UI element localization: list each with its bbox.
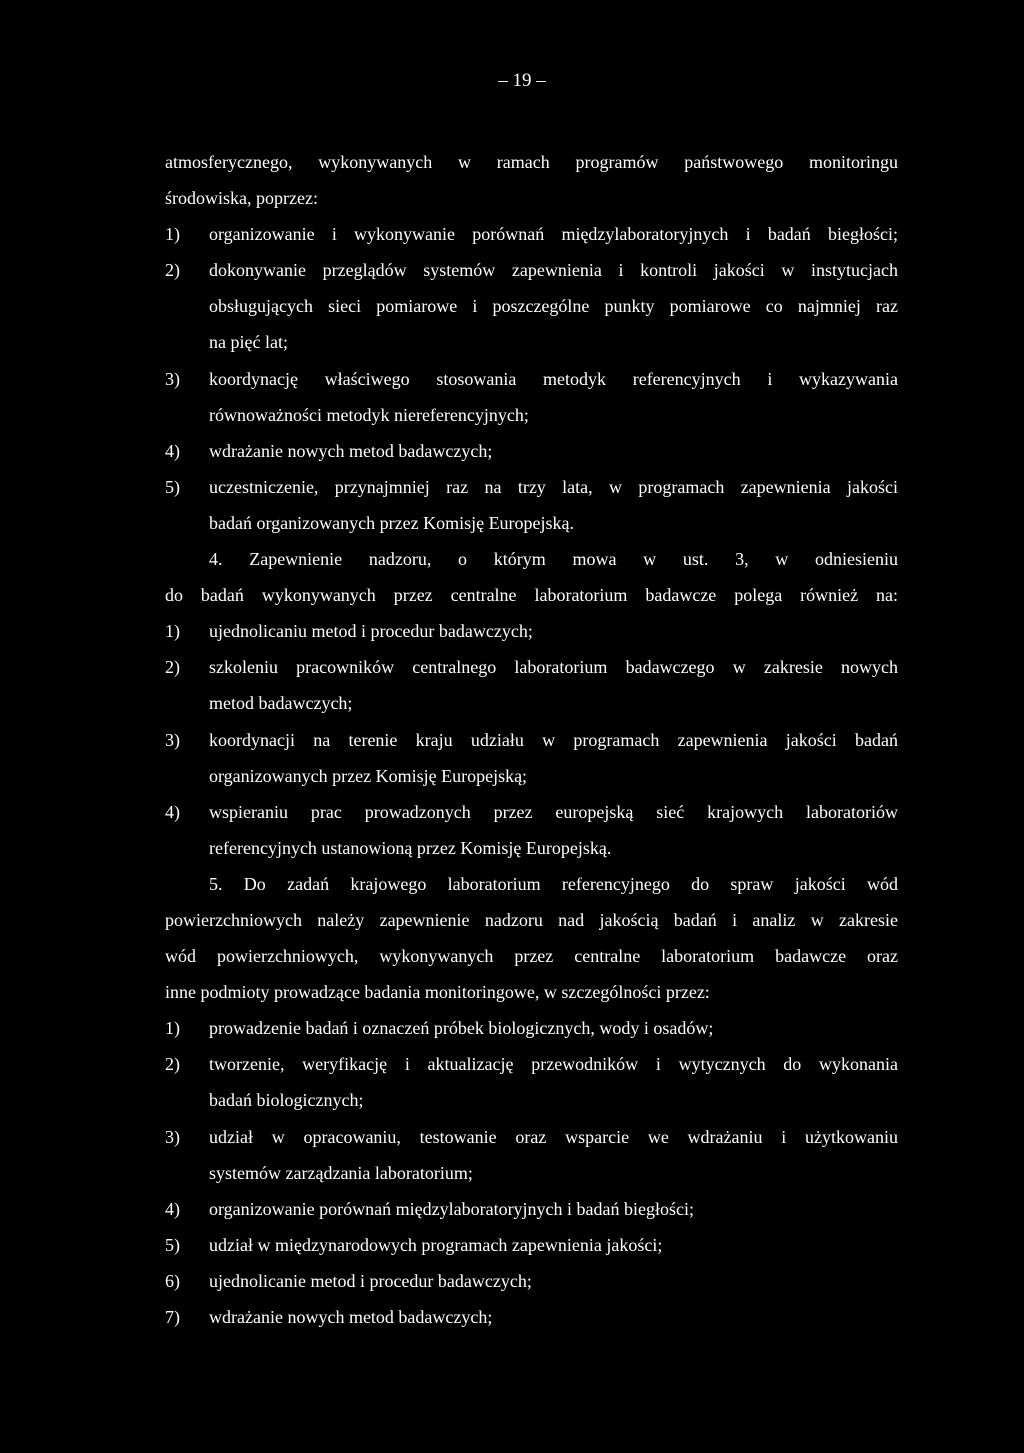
list-item-text: wspieraniu prac prowadzonych przez europejską sieć krajowych laboratoriów <box>209 801 898 822</box>
list-item <box>165 1010 898 1046</box>
list-item-text: udział w opracowaniu, testowanie oraz wsparcie we wdrażaniu i użytkowaniu <box>209 1126 898 1147</box>
list-item-continuation: obsługujących sieci pomiarowe i poszczególne punkty pomiarowe co najmniej raz <box>209 296 898 317</box>
list-item <box>165 613 898 649</box>
list-item-continuation: na pięć lat; <box>209 332 288 353</box>
list-item-text: koordynacji na terenie kraju udziału w programach zapewnienia jakości badań <box>209 729 898 750</box>
paragraph-5-start: 5. Do zadań krajowego laboratorium referencyjnego do spraw jakości wód <box>209 873 898 894</box>
text-line: wód powierzchniowych, wykonywanych przez centralne laboratorium badawcze oraz <box>165 946 898 967</box>
list-item-number: 2) <box>165 657 180 678</box>
list-item-text: organizowanie porównań międzylaboratoryjnych i badań biegłości; <box>209 1198 695 1219</box>
list-item-continuation: organizowanych przez Komisję Europejską; <box>209 765 528 786</box>
text-line: środowiska, poprzez: <box>165 188 318 209</box>
list-item <box>165 1046 898 1082</box>
list-item-number: 1) <box>165 621 180 642</box>
list-item-number: 3) <box>165 729 180 750</box>
list-item <box>165 794 898 830</box>
list-item-text: uczestniczenie, przynajmniej raz na trzy lata, w programach zapewnienia jakości <box>209 476 898 497</box>
text-line: atmosferycznego, wykonywanych w ramach programów państwowego monitoringu <box>165 152 898 172</box>
list-item-text: ujednolicanie metod i procedur badawczych; <box>209 1270 532 1291</box>
list-item-continuation: badań organizowanych przez Komisję Europejską. <box>209 512 575 533</box>
list-item-text: szkoleniu pracowników centralnego laboratorium badawczego w zakresie nowych <box>209 657 898 678</box>
list-item-text: udział w międzynarodowych programach zapewnienia jakości; <box>209 1234 663 1255</box>
list-item-text: dokonywanie przeglądów systemów zapewnienia i kontroli jakości w instytucjach <box>209 260 898 281</box>
list-item-text: ujednolicaniu metod i procedur badawczych; <box>209 621 533 642</box>
list-item-text: tworzenie, weryfikację i aktualizację przewodników i wytycznych do wykonania <box>209 1054 898 1075</box>
list-item <box>165 433 898 469</box>
list-item-number: 3) <box>165 368 180 389</box>
list-item-continuation: referencyjnych ustanowioną przez Komisję Europejską. <box>209 837 612 858</box>
list-item-number: 1) <box>165 1018 180 1039</box>
list-item <box>165 216 898 252</box>
document-body <box>165 144 898 1335</box>
list-item-continuation: równoważności metodyk niereferencyjnych; <box>209 404 529 425</box>
list-item-text: prowadzenie badań i oznaczeń próbek biologicznych, wody i osadów; <box>209 1018 714 1039</box>
list-item-number: 6) <box>165 1270 180 1291</box>
list-item-number: 4) <box>165 1198 180 1219</box>
paragraph-4-start: 4. Zapewnienie nadzoru, o którym mowa w ust. 3, w odniesieniu <box>209 549 898 570</box>
list-item-number: 5) <box>165 476 180 497</box>
list-item-number: 5) <box>165 1234 180 1255</box>
list-item-continuation: metod badawczych; <box>209 693 353 714</box>
list-item <box>165 649 898 685</box>
list-item-text: wdrażanie nowych metod badawczych; <box>209 440 493 461</box>
list-item-number: 4) <box>165 801 180 822</box>
text-line: inne podmioty prowadzące badania monitoringowe, w szczególności przez: <box>165 982 710 1003</box>
list-item-number: 1) <box>165 224 180 245</box>
list-item <box>165 252 898 288</box>
list-item <box>165 1299 898 1335</box>
list-item <box>165 361 898 397</box>
list-item <box>165 1263 898 1299</box>
list-item-continuation: badań biologicznych; <box>209 1090 364 1111</box>
list-item-text: wdrażanie nowych metod badawczych; <box>209 1307 493 1327</box>
list-item <box>165 722 898 758</box>
list-item-number: 7) <box>165 1307 180 1327</box>
list-item <box>165 1119 898 1155</box>
list-item-text: koordynację właściwego stosowania metodyk referencyjnych i wykazywania <box>209 368 898 389</box>
list-item <box>165 1191 898 1227</box>
list-item-number: 4) <box>165 440 180 461</box>
list-item-text: organizowanie i wykonywanie porównań międzylaboratoryjnych i badań biegłości; <box>209 224 898 245</box>
list-item <box>165 1227 898 1263</box>
list-item <box>165 469 898 505</box>
list-item-continuation: systemów zarządzania laboratorium; <box>209 1162 473 1183</box>
list-item-number: 3) <box>165 1126 180 1147</box>
page-number: – 19 – <box>498 70 546 91</box>
text-line: do badań wykonywanych przez centralne laboratorium badawcze polega również na: <box>165 585 898 606</box>
list-item-number: 2) <box>165 1054 180 1075</box>
text-line: powierzchniowych należy zapewnienie nadzoru nad jakością badań i analiz w zakresie <box>165 909 898 930</box>
list-item-number: 2) <box>165 260 180 281</box>
